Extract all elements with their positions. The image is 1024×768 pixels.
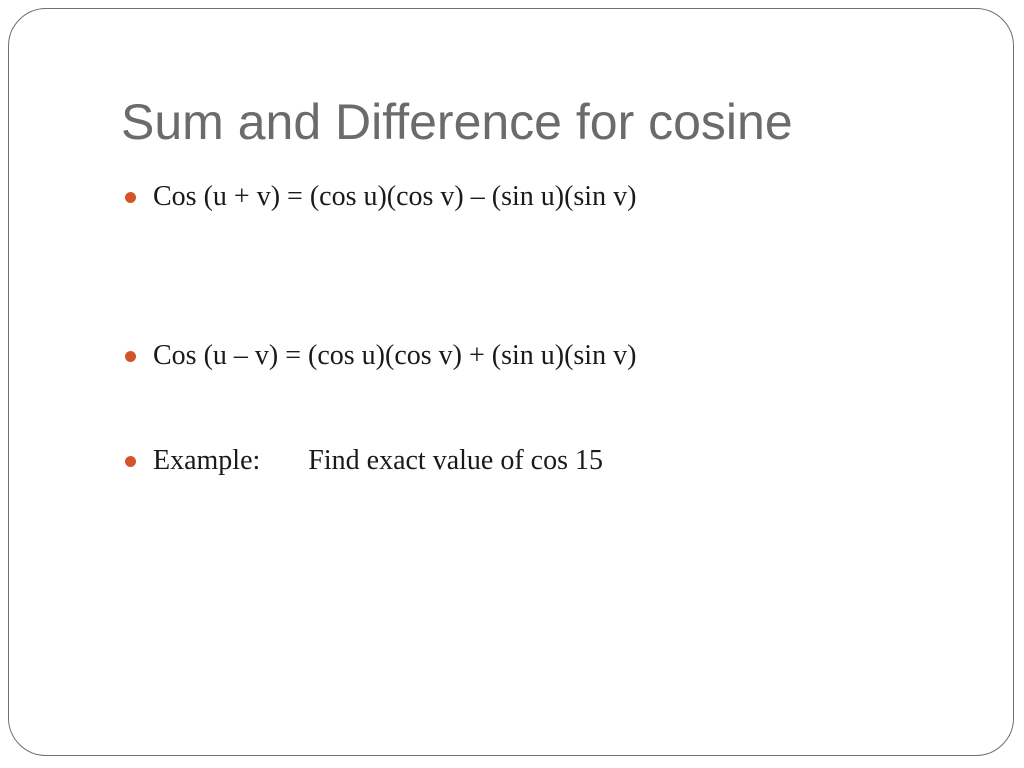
bullet-text [153,447,603,475]
bullet-text [153,342,636,370]
formula-lhs: Cos (u + v) = [153,181,303,212]
slide-frame [8,8,1014,756]
formula-rhs: (cos u)(cos v) – (sin u)(sin v) [309,181,637,212]
example-prompt: Find exact value of cos 15 [308,445,603,476]
bullet-dot-icon [125,192,136,203]
bullet-dot-icon [125,351,136,362]
slide-title: Sum and Difference for cosine [121,94,793,150]
formula-rhs: (cos u)(cos v) + (sin u)(sin v) [308,340,637,371]
bullet-text [153,183,636,211]
example-label: Example: [153,445,261,476]
formula-lhs: Cos (u – v) = [153,340,302,371]
bullet-dot-icon [125,456,136,467]
